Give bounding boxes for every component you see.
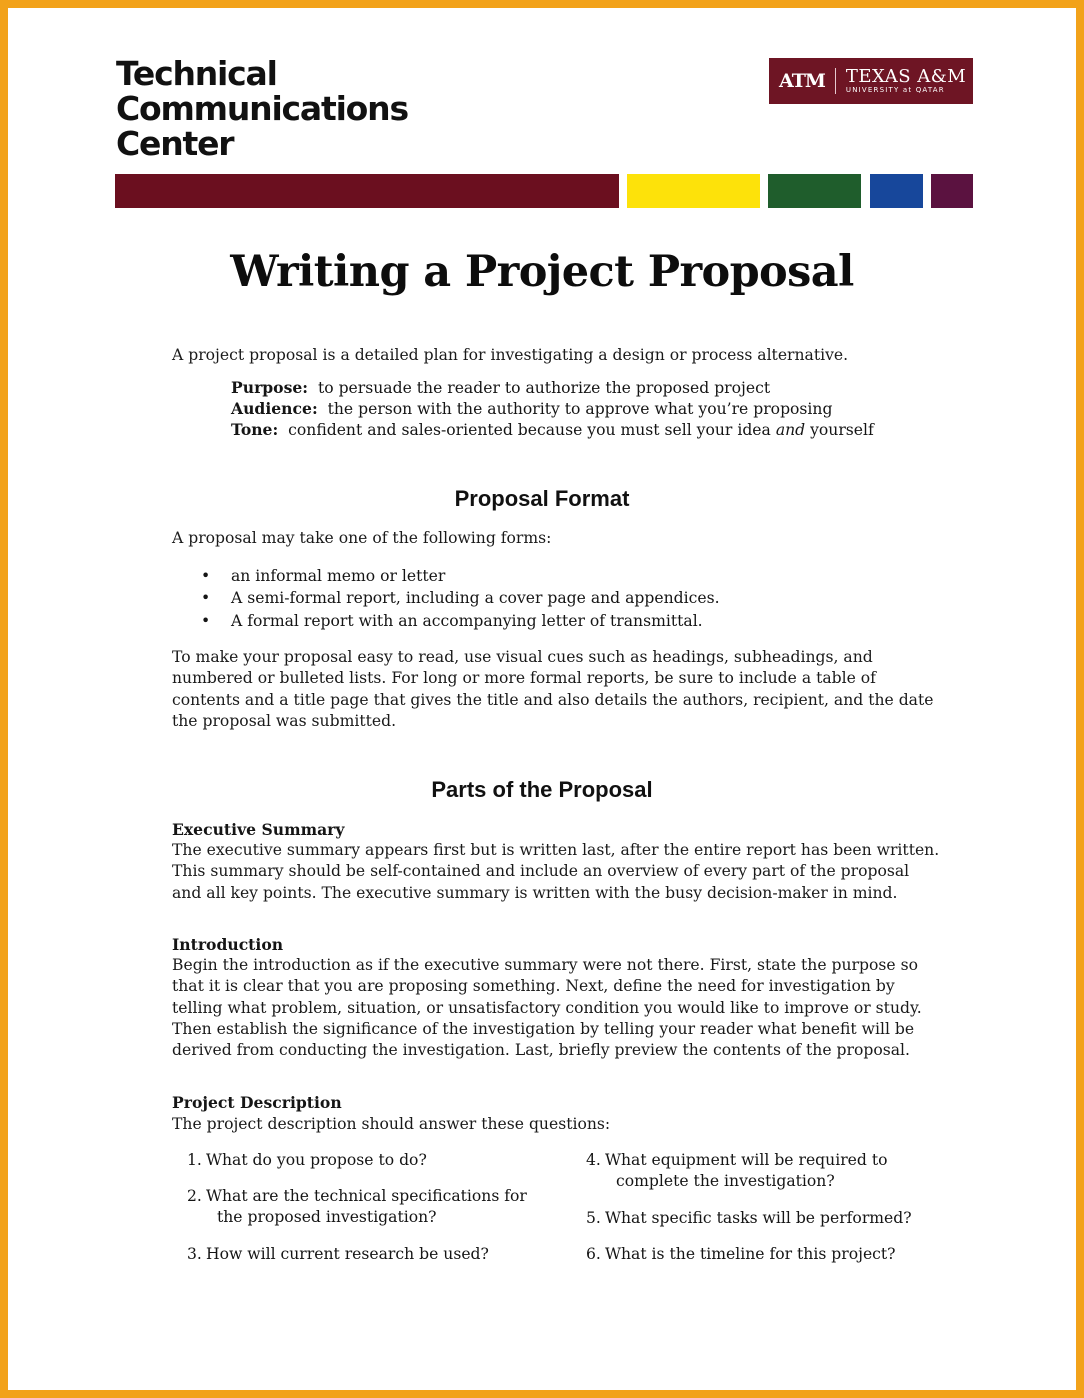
paragraph-line: To make your proposal easy to read, use visual cues such as headings, subheadings, and	[172, 648, 873, 666]
paragraph-line: and all key points. The executive summary is written with the busy decision-maker in mind.	[172, 883, 898, 902]
logo-line: Communications	[116, 89, 408, 128]
definition-text: to persuade the reader to authorize the proposed project	[317, 379, 771, 397]
question-item	[187, 1186, 527, 1229]
list-item-text: an informal memo or letter	[231, 567, 446, 585]
question-text: What do you propose to do?	[205, 1151, 427, 1169]
paragraph-line: This summary should be self-contained and include an overview of every part of the proposal	[172, 862, 910, 881]
format-paragraph	[172, 647, 933, 732]
definition-term: Tone:	[231, 420, 279, 439]
paragraph-line: contents and a title page that gives the title and also details the authors, recipient, and the date	[172, 690, 934, 709]
paragraph-line: The executive summary appears first but is written last, after the entire report has been written.	[172, 841, 940, 859]
paragraph-line: Then establish the significance of the investigation by telling your reader what benefit will be	[172, 1019, 915, 1038]
subheading-introduction: Introduction	[172, 935, 284, 954]
logo-line: Center	[116, 124, 234, 163]
definition-audience	[231, 398, 832, 420]
section-heading-format: Proposal Format	[454, 486, 630, 511]
definition-tone	[231, 419, 874, 441]
question-text: complete the investigation?	[616, 1172, 835, 1191]
subheading-project-description: Project Description	[172, 1093, 342, 1112]
bullet-icon: •	[201, 611, 211, 630]
list-item-text: A formal report with an accompanying letter of transmittal.	[231, 611, 703, 630]
color-bar-blue	[870, 174, 923, 208]
subheading-executive-summary: Executive Summary	[172, 820, 345, 839]
university-name: TEXAS A&M	[845, 66, 967, 87]
color-bar-green	[768, 174, 861, 208]
executive-summary-text	[172, 840, 939, 904]
list-item	[196, 610, 720, 632]
logo-divider	[835, 68, 836, 94]
project-description-lead: The project description should answer these questions:	[172, 1115, 611, 1133]
question-number: 6.	[586, 1245, 601, 1263]
definition-emphasis: and	[775, 421, 806, 439]
list-item	[196, 565, 720, 587]
section-heading-parts: Parts of the Proposal	[431, 777, 653, 802]
definition-text: the person with the authority to approve what you’re proposing	[327, 400, 833, 418]
question-number: 2.	[187, 1187, 202, 1205]
paragraph-line: the proposal was submitted.	[172, 711, 397, 730]
list-item	[196, 587, 720, 609]
question-number: 1.	[187, 1151, 202, 1169]
definition-text: confident and sales-oriented because you must sell your idea	[288, 421, 771, 439]
question-item	[187, 1244, 489, 1265]
document-title: Writing a Project Proposal	[230, 247, 854, 297]
bullet-icon: •	[201, 567, 211, 585]
question-text: What is the timeline for this project?	[604, 1245, 896, 1263]
question-item	[586, 1244, 896, 1265]
definition-term: Audience:	[231, 399, 318, 418]
question-text: the proposed investigation?	[217, 1208, 437, 1227]
paragraph-line: telling what problem, situation, or unsatisfactory condition you would like to improve or study.	[172, 998, 922, 1017]
paragraph-line: that it is clear that you are proposing something. Next, define the need for investigation by	[172, 977, 895, 996]
texas-am-logo	[769, 58, 973, 104]
paragraph-line: numbered or bulleted lists. For long or more formal reports, be sure to include a table of	[172, 669, 876, 688]
introduction-text	[172, 955, 922, 1061]
definition-purpose	[231, 377, 770, 399]
tcc-logo	[116, 56, 408, 161]
definition-term: Purpose:	[231, 378, 309, 397]
question-text: What specific tasks will be performed?	[604, 1209, 912, 1227]
format-lead: A proposal may take one of the following forms:	[172, 529, 552, 547]
question-number: 3.	[187, 1245, 202, 1263]
bullet-icon: •	[201, 589, 211, 608]
university-wordmark	[846, 67, 966, 95]
color-bar-maroon	[115, 174, 619, 208]
university-subtitle: UNIVERSITY at QATAR	[845, 86, 945, 94]
list-item-text: A semi-formal report, including a cover page and appendices.	[231, 589, 720, 608]
definition-text: yourself	[810, 421, 874, 439]
intro-text: A project proposal is a detailed plan for investigating a design or process alternative.	[172, 346, 849, 364]
atm-mark-icon: ATM	[779, 70, 825, 92]
logo-line: Technical	[116, 54, 277, 93]
question-text: How will current research be used?	[205, 1245, 489, 1263]
paragraph-line: Begin the introduction as if the executive summary were not there. First, state the purpose so	[172, 956, 918, 974]
question-text: What equipment will be required to	[604, 1151, 888, 1169]
question-text: What are the technical specifications for	[205, 1187, 527, 1205]
forms-list	[196, 565, 720, 632]
color-bar-purple	[931, 174, 973, 208]
question-item	[187, 1150, 427, 1171]
question-item	[586, 1208, 912, 1229]
paragraph-line: derived from conducting the investigation. Last, briefly preview the contents of the proposal.	[172, 1041, 910, 1060]
question-item	[586, 1150, 887, 1193]
document-page	[8, 8, 1076, 1390]
question-number: 4.	[586, 1151, 601, 1169]
color-bar-yellow	[627, 174, 760, 208]
question-number: 5.	[586, 1209, 601, 1227]
